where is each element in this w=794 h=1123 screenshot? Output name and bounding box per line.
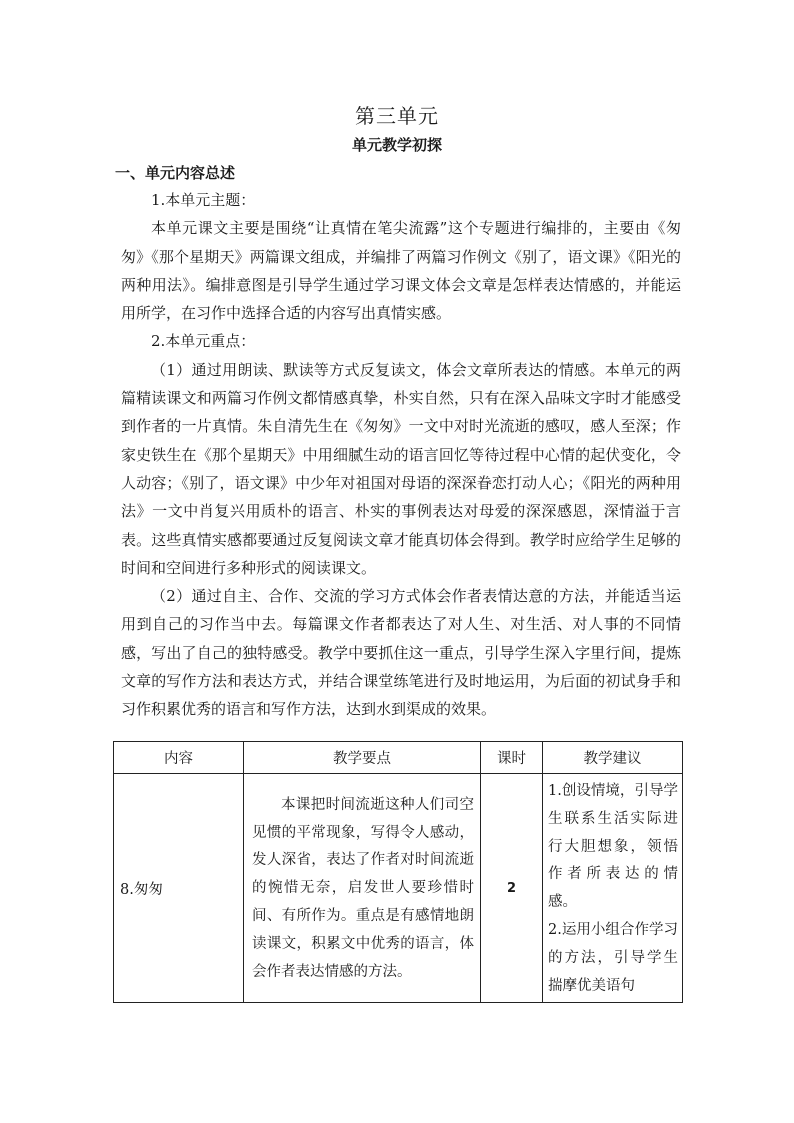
body-text bbox=[121, 186, 681, 724]
teaching-plan-table bbox=[113, 741, 683, 1003]
section-heading: 一、单元内容总述 bbox=[115, 164, 236, 182]
table-header-row bbox=[114, 742, 683, 774]
suggestion-item: 2.运用小组合作学习的方法，引导学生揣摩优美语句 bbox=[548, 921, 678, 994]
suggestion-item: 1.创设情境，引导学生联系生活实际进行大胆想象，领悟作者所表达的情感。 bbox=[548, 783, 678, 911]
cell-suggestions bbox=[543, 774, 683, 1003]
page-title: 第三单元 bbox=[355, 104, 439, 128]
table-row bbox=[114, 774, 683, 1003]
theme-paragraph: 本单元课文主要是围绕“让真情在笔尖流露”这个专题进行编排的，主要由《匆匆》《那个星期天》两篇课文组成，并编排了两篇习作例文《别了，语文课》《阳光的两种用法》。编排意图是引导学生通过学习课文体会文章是怎样表达情感的，并能运用所学，在习作中选择合适的内容写出真情实感。 bbox=[121, 219, 681, 323]
cell-points bbox=[244, 774, 481, 1003]
focus-label: 2.本单元重点： bbox=[151, 332, 256, 351]
theme-label: 1.本单元主题： bbox=[151, 191, 256, 209]
cell-content: 8.匆匆 bbox=[114, 774, 244, 1003]
cell-hours: 2 bbox=[481, 774, 543, 1003]
header-points: 教学要点 bbox=[244, 742, 481, 774]
page-subtitle: 单元教学初探 bbox=[351, 136, 442, 154]
header-suggestions: 教学建议 bbox=[543, 742, 683, 774]
focus-paragraph-2: （2）通过自主、合作、交流的学习方式体会作者表情达意的方法，并能适当运用到自己的习作当中去。每篇课文作者都表达了对人生、对生活、对人事的不同情感，写出了自己的独特感受。教学中要抓住这一重点，引导学生深入字里行间，提炼文章的写作方法和表达方式，并结合课堂练笔进行及时地运用，为后面的初试身手和习作积累优秀的语言和写作方法，达到水到渠成的效果。 bbox=[121, 587, 681, 719]
points-text: 本课把时间流逝这种人们司空见惯的平常现象，写得令人感动，发人深省，表达了作者对时间流逝的惋惜无奈，启发世人要珍惜时间、有所作为。重点是有感情地朗读课文，积累文中优秀的语言，体会作者表达情感的方法。 bbox=[252, 796, 474, 980]
header-hours: 课时 bbox=[481, 742, 543, 774]
header-content: 内容 bbox=[114, 742, 244, 774]
suggestions-list bbox=[543, 774, 682, 1002]
focus-paragraph-1: （1）通过用朗读、默读等方式反复读文，体会文章所表达的情感。本单元的两篇精读课文和两篇习作例文都情感真挚，朴实自然，只有在深入品味文字时才能感受到作者的一片真情。朱自清先生在《匆匆》一文中对时光流逝的感叹，感人至深；作家史铁生在《那个星期天》中用细腻生动的语言回忆等待过程中心情的起伏变化，令人动容；《别了，语文课》中少年对祖国对母语的深深眷恋打动人心；《阳光的两种用法》一文中肖复兴用质朴的语言、朴实的事例表达对母爱的深深感恩，深情溢于言表。这些真情实感都要通过反复阅读文章才能真切体会得到。教学时应给学生足够的时间和空间进行多种形式的阅读课文。 bbox=[121, 360, 681, 577]
